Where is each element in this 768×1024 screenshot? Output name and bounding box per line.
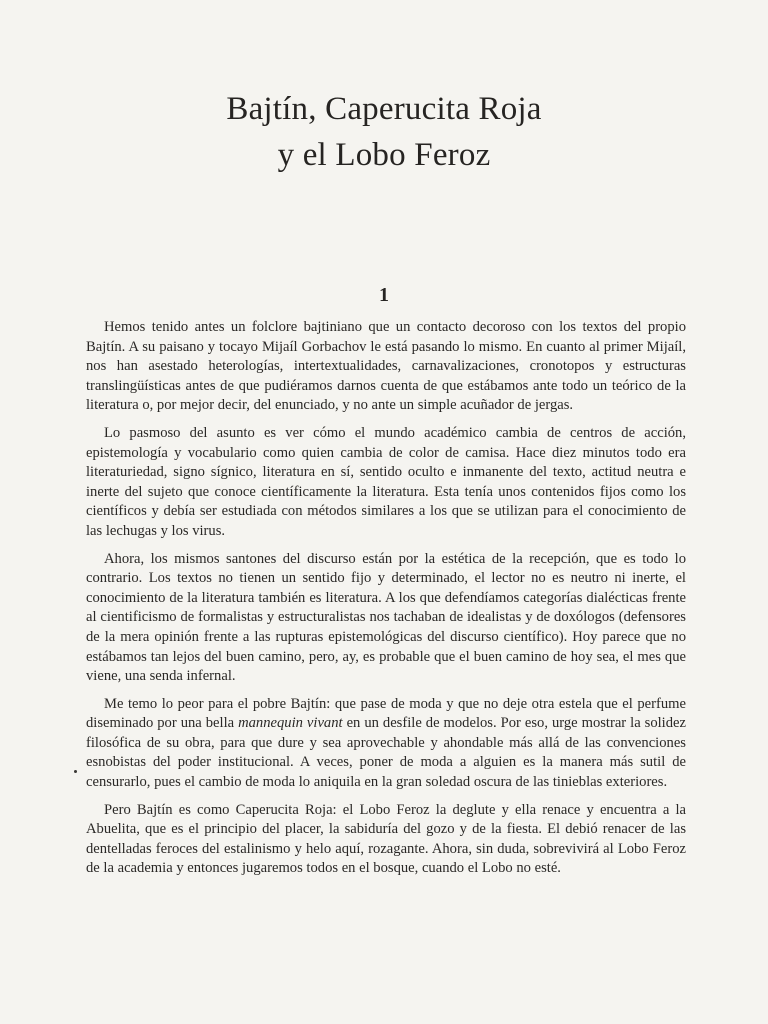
margin-mark (74, 770, 77, 773)
paragraph-2: Lo pasmoso del asunto es ver cómo el mundo académico cambia de centros de acción, epistemología y vocabulario como quien cambia de color de camisa. Hace diez minutos todo era literaturiedad, signo sígnico, literatura en sí, sentido oculto e inmanente del texto, actitud neutra e inerte del sujeto que conoce científicamente la literatura. Esta tenía unos contenidos fijos como los científicos y debía ser estudiada con métodos similares a los que se utilizan para el conocimiento de las lechugas y los virus. (86, 424, 686, 539)
paragraph-4-text-after: en un desfile de modelos. Por eso, urge mostrar la solidez filosófica de su obra, para que dure y sea aprovechable y ahondable más allá de las convenciones esnobistas del poder institucional. A veces, poner de moda a alguien es la manera más sutil de censurarlo, pues el cambio de moda lo aniquila en la gran soledad oscura de las tinieblas exteriores. (86, 715, 686, 791)
paragraph-4 (86, 695, 686, 793)
chapter-title (0, 86, 768, 178)
paragraph-3: Ahora, los mismos santones del discurso están por la estética de la recepción, que es todo lo contrario. Los textos no tienen un sentido fijo y determinado, el lector no es neutro ni inerte, el conocimiento de la literatura también es literatura. A los que defendíamos categorías dialécticas frente al cientificismo de formalistas y estructuralistas nos tachaban de idealistas y de doxólogos (defensores de la mera opinión frente a las rupturas epistemológicas del discurso científico). Hoy parece que no estábamos tan lejos del buen camino, pero, ay, es probable que el buen camino de hoy sea, el mes que viene, una senda infernal. (86, 550, 686, 685)
section-number: 1 (379, 284, 389, 306)
paragraph-4-text-before: Me temo lo peor para el pobre Bajtín: que pase de moda y que no deje otra estela que el perfume diseminado por una bella (86, 695, 686, 732)
chapter-title-line-2: y el Lobo Feroz (277, 137, 491, 173)
chapter-title-line-1: Bajtín, Caperucita Roja (226, 91, 542, 127)
paragraph-1: Hemos tenido antes un folclore bajtiniano que un contacto decoroso con los textos del propio Bajtín. A su paisano y tocayo Mijaíl Gorbachov le está pasando lo mismo. En cuanto al primer Mijaíl, nos han asestado heterologías, intertextualidades, carnavalizaciones, cronotopos y estructuras translingüísticas antes de que pudiéramos darnos cuenta de que estábamos ante todo un teórico de la literatura o, por mejor decir, del enunciado, y no ante un simple acuñador de jergas. (86, 319, 686, 414)
paragraph-4-emphasis: mannequin vivant (238, 715, 343, 732)
chapter-body (86, 318, 686, 887)
paragraph-5: Pero Bajtín es como Caperucita Roja: el Lobo Feroz la deglute y ella renace y encuentra a la Abuelita, que es el principio del placer, la sabiduría del gozo y de la fiesta. El debió renacer de las dentelladas feroces del estalinismo y helo aquí, rozagante. Ahora, sin duda, sobrevivirá al Lobo Feroz de la academia y entonces jugaremos todos en el bosque, cuando el Lobo no esté. (86, 801, 686, 877)
